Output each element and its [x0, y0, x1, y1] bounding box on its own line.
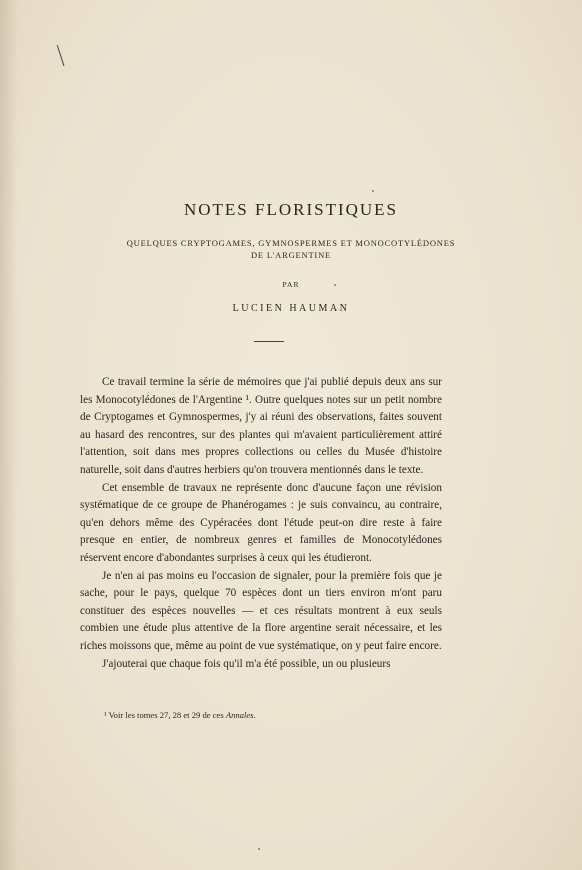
pencil-mark [57, 44, 68, 66]
by-label: PAR [282, 280, 300, 289]
paragraph-4: J'ajouterai que chaque fois qu'il m'a été possible, un ou plusieurs [102, 657, 391, 670]
article-title: NOTES FLORISTIQUES [183, 200, 399, 219]
paragraph-1: Ce travail termine la série de mémoires que j'ai publié depuis deux ans sur les Monocotylédones de l'Argentine ¹. Outre quelques notes sur un petit nombre de Cryptogames et Gymnospermes, j'y ai réuni des observations, faites souvent au hasard des rencontres, sur des plantes qui m'avaient particulièrement attiré l'attention, soit dans mes propres collections ou celles du Musée d'histoire naturelle, soit dans d'autres herbiers qu'on trouvera mentionnés dans le texte. [80, 376, 442, 476]
page-edge-shadow [0, 0, 18, 870]
body-text [80, 374, 442, 673]
paper-speck [258, 848, 260, 850]
paper-speck [334, 284, 336, 286]
paragraph-2: Cet ensemble de travaux ne représente donc d'aucune façon une révision systématique de ce groupe de Phanérogames : je suis convaincu, au contraire, qu'en dehors même des Cypéracées dont l'étude peut-on dire reste à faire presque en entier, de nombreux genres et familles de Monocotylédones réservent encore d'abondantes surprises à ceux qui les étudieront. [80, 481, 442, 564]
paper-speck [372, 190, 374, 192]
footnote-end: . [253, 710, 256, 720]
title-divider [254, 341, 284, 342]
footnote-text: ¹ Voir les tomes 27, 28 et 29 de ces [104, 710, 226, 720]
subtitle-line-2: DE L'ARGENTINE [250, 250, 331, 260]
paragraph-3: Je n'en ai pas moins eu l'occasion de signaler, pour la première fois que je sache, pour le pays, quelque 70 espèces dont un tiers environ m'ont paru constituer des espèces nouvelles — et ces résultats montrent à eux seuls combien une étude plus attentive de la flore argentine serait nécessaire, et les riches moissons que, même au point de vue systématique, on y peut faire encore. [80, 569, 442, 652]
subtitle-line-1: QUELQUES CRYPTOGAMES, GYMNOSPERMES ET MONOCOTYLÉDONES [126, 238, 456, 248]
footnote [104, 709, 442, 721]
author-name: LUCIEN HAUMAN [232, 303, 350, 314]
footnote-journal: Annales [225, 710, 254, 720]
